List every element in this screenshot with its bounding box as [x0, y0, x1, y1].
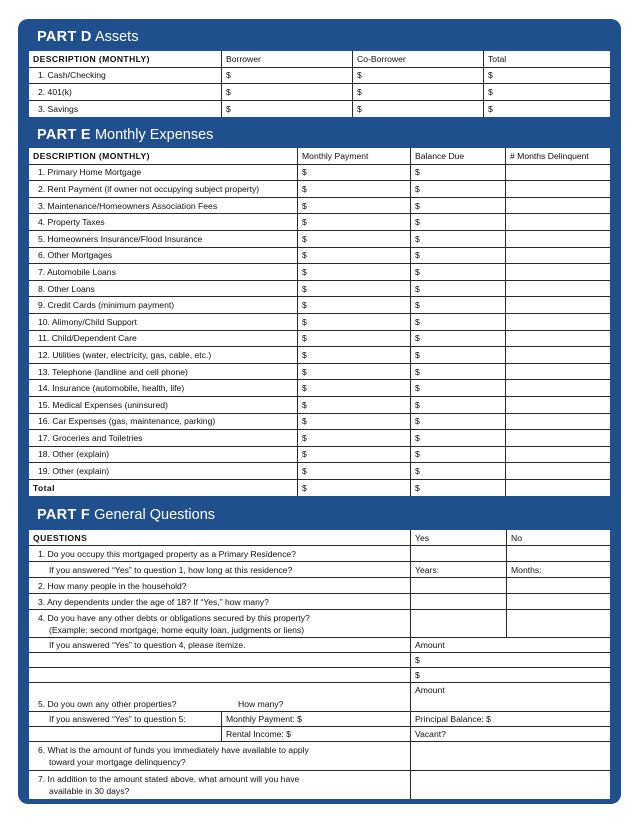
years-field[interactable]: Years: [410, 562, 506, 577]
expense-row [29, 198, 610, 215]
principal-balance-field[interactable]: Principal Balance: $ [410, 712, 610, 726]
expense-months-delinquent-cell[interactable] [505, 165, 610, 181]
question-7-line-1: 7. In addition to the amount stated above, what amount will you have [38, 774, 300, 784]
expense-months-delinquent-cell[interactable] [505, 297, 610, 313]
asset-row [29, 101, 610, 118]
expense-description-cell: 19. Other (explain) [38, 466, 110, 477]
assets-header-total: Total [483, 51, 610, 67]
expense-monthly-payment-cell[interactable]: $ [297, 364, 410, 380]
expense-months-delinquent-cell[interactable] [505, 198, 610, 214]
question-6-line-2: toward your mortgage delinquency? [49, 757, 186, 767]
expense-row [29, 281, 610, 298]
expense-description-cell: 9. Credit Cards (minimum payment) [38, 300, 175, 311]
expense-description-cell: 8. Other Loans [38, 283, 95, 294]
assets-table [29, 51, 610, 117]
rental-row [29, 727, 610, 742]
question-5-followup-text: If you answered “Yes” to question 5: [49, 714, 186, 724]
questions-header-row [29, 530, 610, 546]
expense-monthly-payment-cell[interactable]: $ [297, 198, 410, 214]
expense-row [29, 248, 610, 265]
expense-description-cell: 10. Alimony/Child Support [38, 316, 137, 327]
expense-description-cell: 3. Maintenance/Homeowners Association Fees [38, 200, 218, 211]
expense-months-delinquent-cell[interactable] [505, 281, 610, 297]
expense-months-delinquent-cell[interactable] [505, 331, 610, 347]
expense-description-cell: 14. Insurance (automobile, health, life) [38, 383, 185, 394]
expense-monthly-payment-cell[interactable]: $ [297, 297, 410, 313]
expenses-header-balance-due: Balance Due [410, 148, 505, 164]
expense-monthly-payment-cell[interactable]: $ [297, 214, 410, 230]
question-4-row [29, 610, 610, 638]
question-1-row [29, 546, 610, 562]
expense-monthly-payment-cell[interactable]: $ [297, 380, 410, 396]
expense-monthly-payment-cell[interactable]: $ [297, 314, 410, 330]
asset-coborrower-cell[interactable]: $ [352, 68, 483, 84]
itemize-field-1[interactable] [29, 653, 410, 667]
asset-borrower-cell[interactable]: $ [221, 101, 352, 118]
expense-balance-due-cell[interactable]: $ [410, 314, 505, 330]
expense-monthly-payment-cell[interactable]: $ [297, 331, 410, 347]
asset-coborrower-cell[interactable]: $ [352, 101, 483, 118]
question-1-text: 1. Do you occupy this mortgaged property as a Primary Residence? [38, 548, 296, 559]
question-2-yes[interactable] [410, 578, 506, 593]
question-2-text: 2. How many people in the household? [38, 580, 187, 591]
expense-months-delinquent-cell[interactable] [505, 264, 610, 280]
question-1-yes[interactable] [410, 546, 506, 561]
expense-months-delinquent-cell[interactable] [505, 430, 610, 446]
expense-monthly-payment-cell[interactable]: $ [297, 248, 410, 264]
expense-monthly-payment-cell[interactable]: $ [297, 281, 410, 297]
expense-total-row [29, 480, 610, 497]
itemize-amount-1[interactable]: $ [410, 653, 610, 667]
asset-row [29, 68, 610, 85]
asset-description-cell: 1. Cash/Checking [38, 70, 106, 81]
part-d-label: PART D [37, 29, 92, 45]
expense-months-delinquent-cell[interactable] [505, 414, 610, 430]
question-3-yes[interactable] [410, 594, 506, 609]
part-e-name: Monthly Expenses [94, 127, 214, 143]
part-f-label: PART F [37, 507, 91, 523]
expense-balance-due-cell[interactable]: $ [410, 347, 505, 363]
expense-balance-due-cell[interactable]: $ [410, 380, 505, 396]
expense-description-cell: 11. Child/Dependent Care [38, 333, 137, 344]
asset-total-cell[interactable]: $ [483, 84, 610, 100]
part-d-title [37, 26, 138, 48]
expense-description-cell: 7. Automobile Loans [38, 266, 116, 277]
question-7-answer[interactable] [410, 771, 610, 799]
expense-months-delinquent-cell[interactable] [505, 314, 610, 330]
expense-months-delinquent-cell[interactable] [505, 231, 610, 247]
question-4-text [29, 610, 410, 637]
questions-header-label: QUESTIONS [33, 532, 88, 543]
expenses-header-monthly-payment: Monthly Payment [297, 148, 410, 164]
itemize-amount-2[interactable]: $ [410, 668, 610, 682]
assets-header-row [29, 51, 610, 68]
expense-balance-due-cell[interactable]: $ [410, 447, 505, 463]
expense-months-delinquent-cell[interactable] [505, 364, 610, 380]
expense-months-delinquent-cell[interactable] [505, 248, 610, 264]
question-4-followup-row [29, 638, 610, 653]
expense-balance-due-cell[interactable]: $ [410, 463, 505, 479]
expense-months-delinquent-cell[interactable] [505, 480, 610, 497]
question-4-line-1: 4. Do you have any other debts or obligations secured by this property? [38, 613, 310, 623]
asset-total-cell[interactable]: $ [483, 68, 610, 84]
expense-description-cell: 16. Car Expenses (gas, maintenance, parking) [38, 416, 216, 427]
question-7-line-2: available in 30 days? [49, 786, 130, 796]
asset-borrower-cell[interactable]: $ [221, 84, 352, 100]
assets-header-coborrower: Co-Borrower [352, 51, 483, 67]
question-3-no[interactable] [506, 594, 610, 609]
part-f-title [37, 504, 215, 526]
expense-balance-due-cell[interactable]: $ [410, 281, 505, 297]
expense-row [29, 165, 610, 182]
part-e-label: PART E [37, 127, 91, 143]
amount-label-2: Amount [410, 683, 610, 711]
expense-balance-due-cell[interactable]: $ [410, 297, 505, 313]
expense-monthly-payment-cell[interactable]: $ [297, 231, 410, 247]
asset-coborrower-cell[interactable]: $ [352, 84, 483, 100]
itemize-row-1 [29, 653, 610, 668]
expense-description-cell: 2. Rent Payment (if owner not occupying subject property) [38, 183, 260, 194]
expense-row [29, 380, 610, 397]
expense-monthly-payment-cell[interactable]: $ [297, 181, 410, 197]
amount-label-1: Amount [410, 638, 610, 652]
expenses-header-row [29, 148, 610, 165]
expense-description-cell: 6. Other Mortgages [38, 250, 113, 261]
assets-header-description: DESCRIPTION (MONTHLY) [33, 53, 150, 64]
part-d-name: Assets [94, 29, 139, 45]
expense-monthly-payment-cell[interactable]: $ [297, 414, 410, 430]
asset-description-cell: 2. 401(k) [38, 86, 72, 97]
expense-row [29, 181, 610, 198]
expense-monthly-payment-cell[interactable]: $ [297, 447, 410, 463]
question-1-followup-row [29, 562, 610, 578]
expense-row [29, 463, 610, 480]
expense-months-delinquent-cell[interactable] [505, 214, 610, 230]
expenses-header-description: DESCRIPTION (MONTHLY) [33, 150, 150, 161]
question-7-text [29, 771, 410, 799]
question-3-text: 3. Any dependents under the age of 18? If “Yes,” how many? [38, 596, 269, 607]
expense-monthly-payment-cell[interactable]: $ [297, 480, 410, 497]
expense-monthly-payment-cell[interactable]: $ [297, 397, 410, 413]
expense-row [29, 447, 610, 464]
expense-balance-due-cell[interactable]: $ [410, 165, 505, 181]
expense-balance-due-cell[interactable]: $ [410, 248, 505, 264]
question-4-yes[interactable] [410, 610, 506, 637]
expense-balance-due-cell[interactable]: $ [410, 397, 505, 413]
question-5-text: 5. Do you own any other properties? [38, 699, 177, 709]
expense-monthly-payment-cell[interactable]: $ [297, 430, 410, 446]
expense-balance-due-cell[interactable]: $ [410, 214, 505, 230]
rental-income-field[interactable]: Rental Income: $ [221, 727, 410, 741]
yes-column-header: Yes [410, 530, 506, 545]
expense-months-delinquent-cell[interactable] [505, 447, 610, 463]
vacant-field[interactable]: Vacant? [410, 727, 610, 741]
rental-blank [29, 727, 221, 741]
expense-row [29, 397, 610, 414]
questions-table [29, 530, 610, 799]
expense-months-delinquent-cell[interactable] [505, 463, 610, 479]
assets-header-borrower: Borrower [221, 51, 352, 67]
question-6-line-1: 6. What is the amount of funds you immediately have available to apply [38, 745, 309, 755]
no-column-header: No [506, 530, 610, 545]
part-f-name: General Questions [94, 507, 216, 523]
question-2-row [29, 578, 610, 594]
expense-row [29, 314, 610, 331]
expense-description-cell: Total [33, 483, 55, 494]
question-6-text [29, 742, 410, 770]
expense-balance-due-cell[interactable]: $ [410, 331, 505, 347]
itemize-field-2[interactable] [29, 668, 410, 682]
expense-balance-due-cell[interactable]: $ [410, 231, 505, 247]
expense-row [29, 331, 610, 348]
expense-balance-due-cell[interactable]: $ [410, 264, 505, 280]
expense-balance-due-cell[interactable]: $ [410, 480, 505, 497]
expense-balance-due-cell[interactable]: $ [410, 414, 505, 430]
part-e-title [37, 124, 213, 146]
question-4-followup-text: If you answered “Yes” to question 4, please itemize. [49, 640, 246, 650]
question-2-no[interactable] [506, 578, 610, 593]
asset-total-cell[interactable]: $ [483, 101, 610, 118]
expense-description-cell: 13. Telephone (landline and cell phone) [38, 366, 188, 377]
expense-balance-due-cell[interactable]: $ [410, 198, 505, 214]
expense-row [29, 414, 610, 431]
question-6-row [29, 742, 610, 771]
months-field[interactable]: Months: [506, 562, 610, 577]
expense-row [29, 264, 610, 281]
expense-description-cell: 15. Medical Expenses (uninsured) [38, 399, 168, 410]
question-3-row [29, 594, 610, 610]
expense-monthly-payment-cell[interactable]: $ [297, 165, 410, 181]
question-4-no[interactable] [506, 610, 610, 637]
expenses-table [29, 148, 610, 496]
expense-row [29, 214, 610, 231]
expense-description-cell: 1. Primary Home Mortgage [38, 167, 142, 178]
question-1-followup-text: If you answered “Yes” to question 1, how long at this residence? [49, 564, 293, 575]
question-5-followup-row [29, 712, 610, 727]
question-6-answer[interactable] [410, 742, 610, 770]
expense-balance-due-cell[interactable]: $ [410, 181, 505, 197]
expense-months-delinquent-cell[interactable] [505, 181, 610, 197]
asset-borrower-cell[interactable]: $ [221, 68, 352, 84]
expenses-header-months-delinquent: # Months Delinquent [505, 148, 610, 164]
monthly-payment-field[interactable]: Monthly Payment: $ [221, 712, 410, 726]
expense-row [29, 430, 610, 447]
expense-monthly-payment-cell[interactable]: $ [297, 463, 410, 479]
expense-months-delinquent-cell[interactable] [505, 347, 610, 363]
expense-description-cell: 17. Groceries and Toiletries [38, 432, 143, 443]
expense-row [29, 297, 610, 314]
expense-balance-due-cell[interactable]: $ [410, 430, 505, 446]
expense-description-cell: 18. Other (explain) [38, 449, 110, 460]
how-many-label: How many? [238, 699, 284, 709]
expense-row [29, 347, 610, 364]
expense-description-cell: 4. Property Taxes [38, 217, 105, 228]
question-5-row [29, 683, 610, 712]
expense-months-delinquent-cell[interactable] [505, 380, 610, 396]
expense-months-delinquent-cell[interactable] [505, 397, 610, 413]
expense-row [29, 364, 610, 381]
expense-monthly-payment-cell[interactable]: $ [297, 347, 410, 363]
itemize-row-2 [29, 668, 610, 683]
question-7-row [29, 771, 610, 799]
asset-row [29, 84, 610, 101]
expense-description-cell: 5. Homeowners Insurance/Flood Insurance [38, 233, 203, 244]
question-1-no[interactable] [506, 546, 610, 561]
expense-monthly-payment-cell[interactable]: $ [297, 264, 410, 280]
asset-description-cell: 3. Savings [38, 103, 79, 114]
expense-row [29, 231, 610, 248]
expense-balance-due-cell[interactable]: $ [410, 364, 505, 380]
question-4-line-2: (Example: second mortgage, home equity loan, judgments or liens) [49, 625, 305, 635]
expense-description-cell: 12. Utilities (water, electricity, gas, cable, etc.) [38, 349, 212, 360]
